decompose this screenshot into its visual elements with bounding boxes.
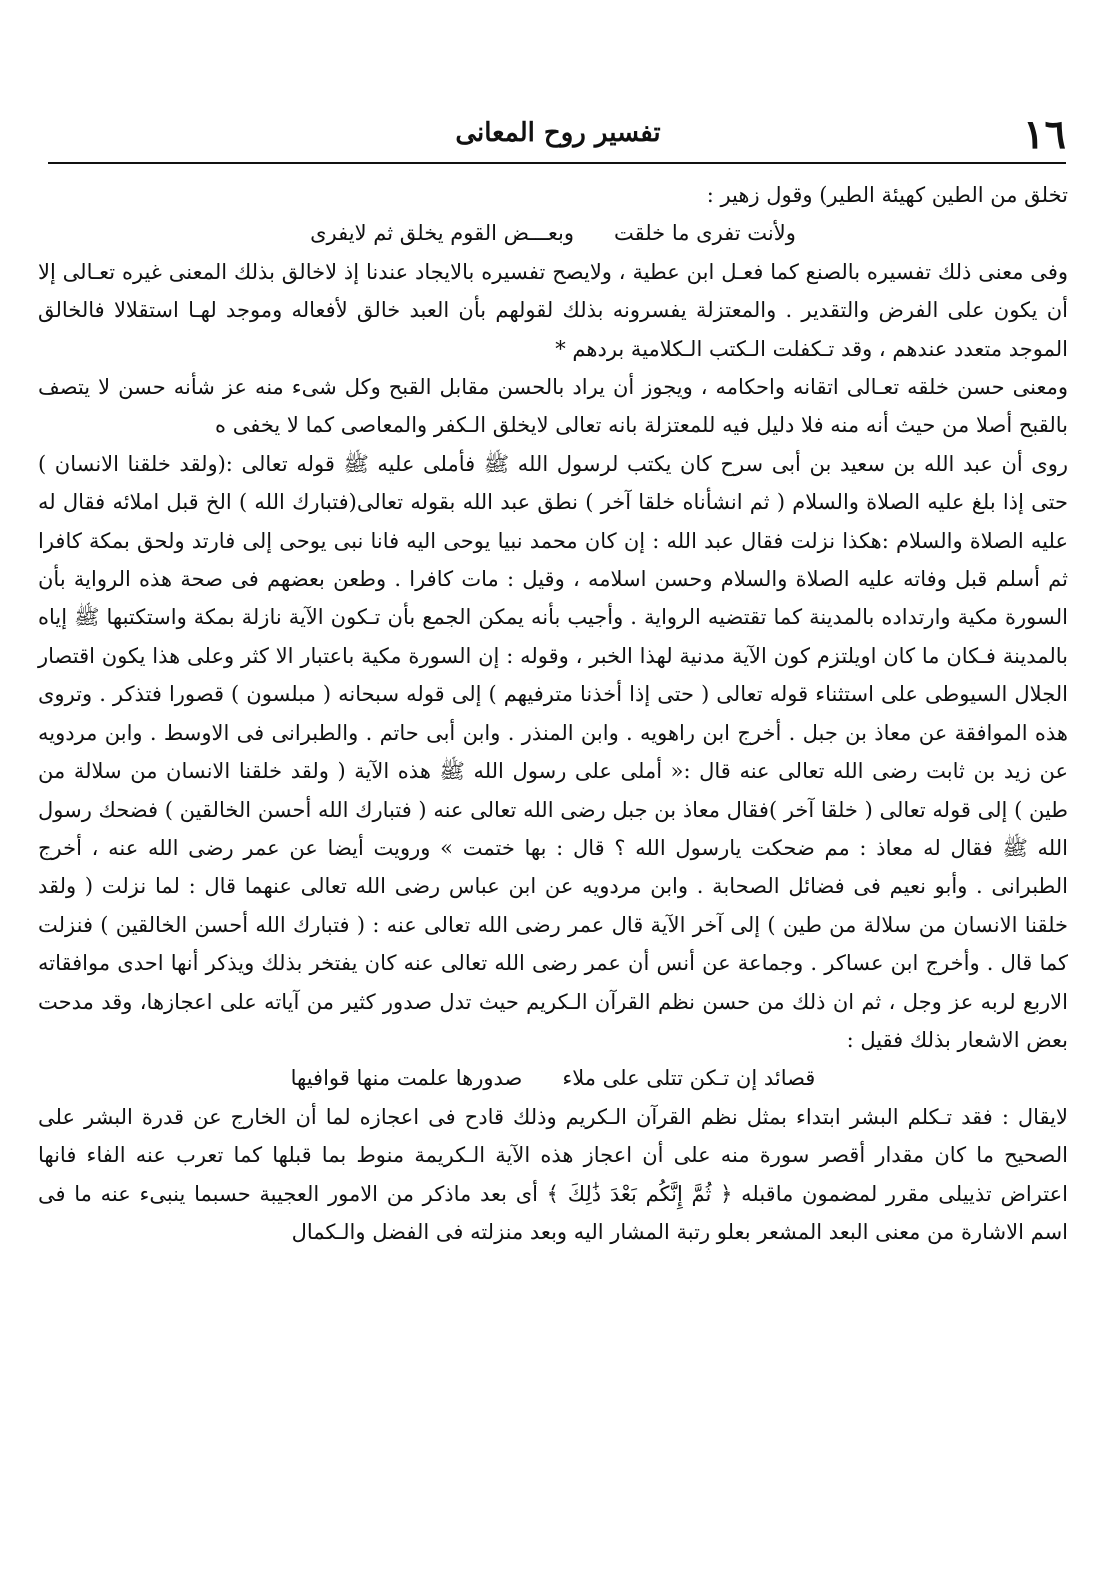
poetry-verse-qasaid [38, 1059, 1068, 1097]
running-title: تفسير روح المعانى [455, 118, 661, 148]
paragraph-objection: لايقال : فقد تـكلم البشر ابتداء بمثل نظم القرآن الـكريم وذلك قادح فى اعجازه لما أن الخارج عن قدرة البشر على الصحيح ما كان مقدار أقصر سورة منه على أن اعجاز هذه الآية الـكريمة منوط بما قبلها كما تعرب عنه الفاء فانها اعتراض تذييلى مقرر لمضمون ماقبله ﴿ ثُمَّ إِنَّكُم بَعْدَ ذَٰلِكَ ﴾ أى بعد ماذكر من الامور العجيبة حسبما ينبىء عنه ما فى اسم الاشارة من معنى البعد المشعر بعلو رتبة المشار اليه وبعد منزلته فى الفضل والـكمال [38, 1104, 1068, 1244]
verse-second-half-2: صدورها علمت منها قوافيها [290, 1066, 523, 1091]
verse-first-half: وبعـــض القوم يخلق ثم لايفرى [310, 221, 574, 246]
page-number: ١٦ [1023, 111, 1066, 158]
body-text [38, 176, 1068, 1251]
header-rule [48, 162, 1066, 164]
paragraph-intro: تخلق من الطين كهيئة الطير) وقول زهير : [706, 183, 1068, 207]
paragraph-good-creation: ومعنى حسن خلقه تعـالى اتقانه واحكامه ، ويجوز أن يراد بالحسن مقابل القبح وكل شىء منه عز شأنه حسن لا يتصف بالقبح أصلا من حيث أنه منه فلا دليل فيه للمعتزلة بانه تعالى لايخلق الـكفر والمعاصى كما لا يخفى ه [38, 375, 1068, 438]
paragraph-narration: روى أن عبد الله بن سعيد بن أبى سرح كان يكتب لرسول الله ﷺ فأملى عليه ﷺ قوله تعالى :(ولقد خلقنا الانسان ) حتى إذا بلغ عليه الصلاة والسلام ( ثم انشأناه خلقا آخر ) نطق عبد الله بقوله تعالى(فتبارك الله ) الخ قبل املائه فقال له عليه الصلاة والسلام :هكذا نزلت فقال عبد الله : إن كان محمد نبيا يوحى اليه فانا نبى يوحى إلى فارتد ولحق بمكة كافرا ثم أسلم قبل وفاته عليه الصلاة والسلام وحسن اسلامه ، وقيل : مات كافرا . وطعن بعضهم فى صحة هذه الرواية بأن السورة مكية وارتداده بالمدينة كما تقتضيه الرواية . وأجيب بأنه يمكن الجمع بأن تـكون الآية نازلة بمكة واستكتبها ﷺ إياه بالمدينة فـكان ما كان اويلتزم كون الآية مدنية لهذا الخبر ، وقوله : إن السورة مكية باعتبار الا كثر وعلى هذا يكون اقتصار الجلال السيوطى على استثناء قوله تعالى ( حتى إذا أخذنا مترفيهم ) إلى قوله سبحانه ( مبلسون ) قصورا فتذكر . وتروى هذه الموافقة عن معاذ بن جبل . أخرج ابن راهويه . وابن المنذر . وابن أبى حاتم . والطبرانى فى الاوسط . وابن مردويه عن زيد بن ثابت رضى الله تعالى عنه قال :« أملى على رسول الله ﷺ هذه الآية ( ولقد خلقنا الانسان من سلالة من طين ) إلى قوله تعالى ( خلقا آخر )فقال معاذ بن جبل رضى الله تعالى عنه ( فتبارك الله أحسن الخالقين ) فضحك رسول الله ﷺ فقال له معاذ : مم ضحكت يارسول الله ؟ قال : بها ختمت » ورويت أيضا عن عمر رضى الله عنه ، أخرج الطبرانى . وأبو نعيم فى فضائل الصحابة . وابن مردويه عن ابن عباس رضى الله تعالى عنهما قال : لما نزلت ( ولقد خلقنا الانسان من سلالة من طين ) إلى آخر الآية قال عمر رضى الله تعالى عنه : ( فتبارك الله أحسن الخالقين ) فنزلت كما قال . وأخرج ابن عساكر . وجماعة عن أنس أن عمر رضى الله تعالى عنه كان يفتخر بذلك ويذكر أنها احدى موافقاته الاربع لربه عز وجل ، ثم ان ذلك من حسن نظم القرآن الـكريم حيث تدل صدور كثير من آياته على اعجازها، وقد مدحت بعض الاشعار بذلك فقيل : [38, 451, 1069, 1052]
verse-first-half-2: قصائد إن تـكن تتلى على ملاء [562, 1066, 816, 1091]
verse-second-half: ولأنت تفرى ما خلقت [613, 221, 796, 246]
paragraph-creation-meaning: وفى معنى ذلك تفسيره بالصنع كما فعـل ابن عطية ، ولايصح تفسيره بالايجاد عندنا إذ لاخالق بذلك المعنى غيره تعـالى إلا أن يكون على الفرض والتقدير . والمعتزلة يفسرونه بذلك لقولهم بأن العبد خالق لأفعاله وموجد لهـا استقلالا فالخالق الموجد متعدد عندهم ، وقد تـكفلت الـكتب الـكلامية بردهم * [38, 259, 1068, 361]
page-header [48, 112, 1066, 162]
poetry-verse-zuhair [38, 214, 1068, 252]
